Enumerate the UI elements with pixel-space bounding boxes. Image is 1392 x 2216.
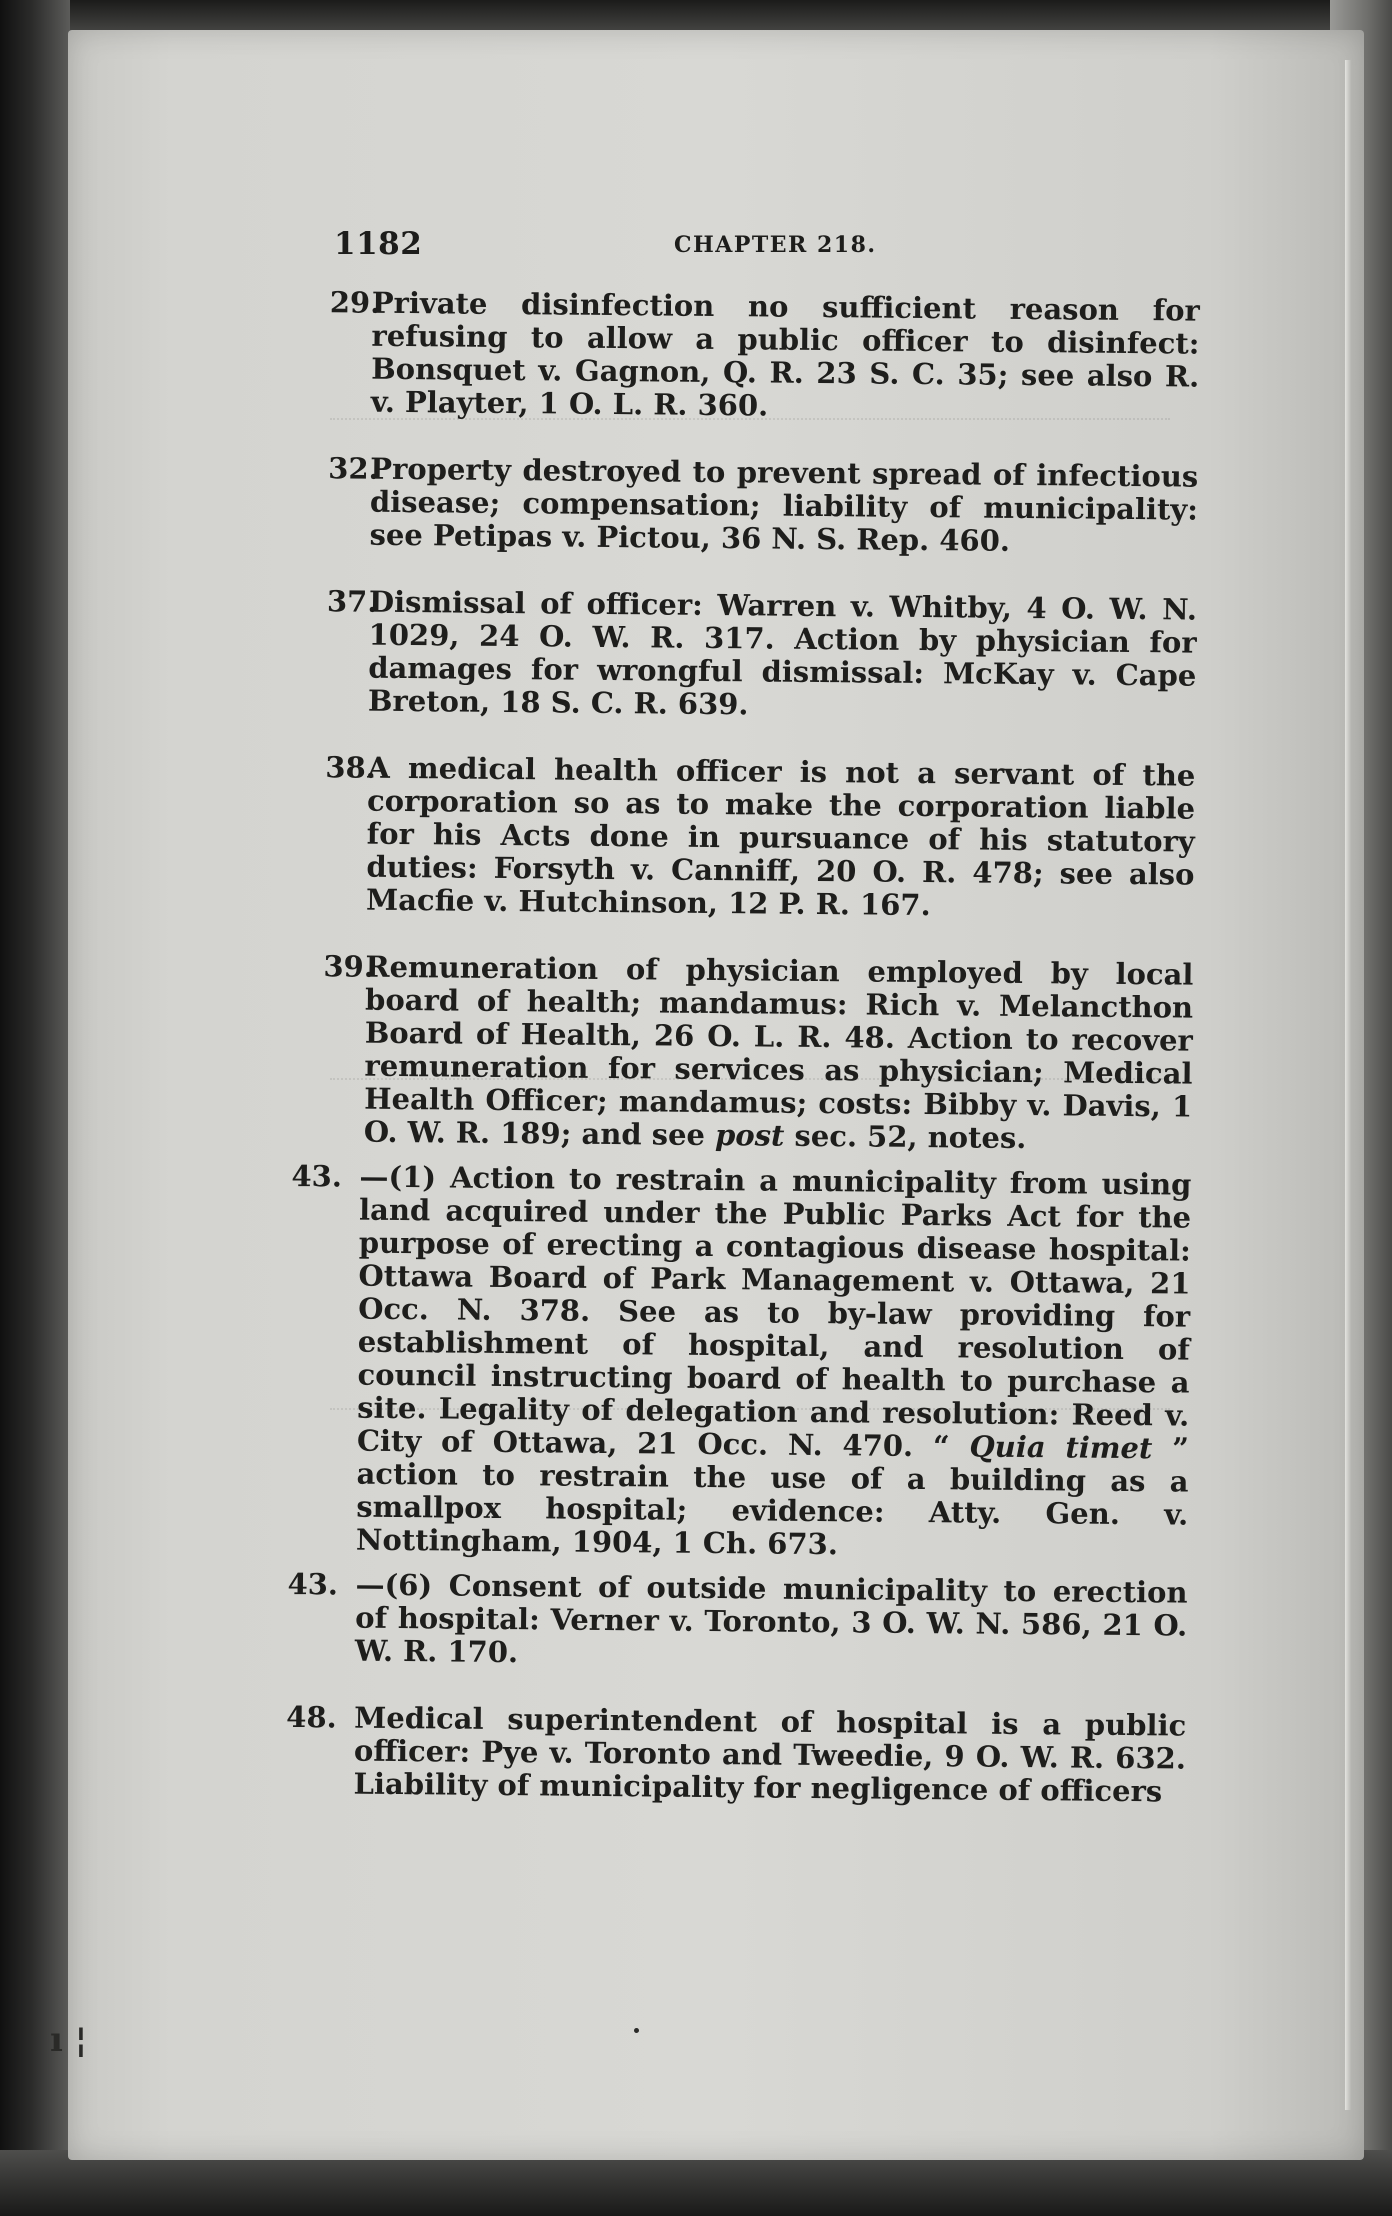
note-43-6 xyxy=(287,1568,1188,1676)
note-text-part: ” action to restrain the use of a building as a smallpox hospital; evidence: Atty. Gen. v. Nottingham, 1904, 1 Ch. 673. xyxy=(355,1431,1190,1562)
page-edge xyxy=(1345,60,1351,2110)
note-text xyxy=(356,1160,1192,1562)
note-text-italic: post xyxy=(714,1118,785,1153)
note-number: 43. xyxy=(287,1566,339,1602)
note-text-part: —(1) Action to restrain a municipality from using land acquired under the Public Parks Act for the purpose of erecting a contagious disease hospital: Ottawa Board of Park Management v. Ottawa, 21 Occ. N. 378. See as to by-law providing for establishment of hospital, and resolution of council instructing board of health to purchase a site. Legality of delegation and resolution: Reed v. City of Ottawa, 21 Occ. N. 470. “ xyxy=(356,1159,1192,1464)
note-text: Medical superintendent of hospital is a public officer: Pye v. Toronto and Tweedie, 9 O. W. R. 632. Liability of municipality for negligence of officers xyxy=(353,1700,1187,1809)
page-number: 1182 xyxy=(334,226,423,262)
note-number: 32. xyxy=(328,451,379,486)
scan-frame-left xyxy=(0,0,70,2216)
note-38 xyxy=(294,751,1196,925)
note-number: 38. xyxy=(325,750,376,785)
note-text-part: sec. 52, notes. xyxy=(784,1118,1027,1156)
note-text: Dismissal of officer: Warren v. Whitby, 4 O. W. N. 1029, 24 O. W. R. 317. Action by physician for damages for wrongful dismissal: McKay v. Cape Breton, 18 S. C. R. 639. xyxy=(367,584,1198,722)
note-37 xyxy=(296,585,1197,726)
ink-dot xyxy=(634,2028,639,2033)
note-text: —(6) Consent of outside municipality to erection of hospital: Verner v. Toronto, 3 O. W. N. 586, 21 O. W. R. 170. xyxy=(354,1567,1188,1670)
margin-specks: ı ¦ xyxy=(50,2020,88,2060)
note-32 xyxy=(297,452,1198,560)
annotation-notes xyxy=(285,286,1200,1843)
running-head xyxy=(334,226,1204,270)
note-text-italic: Quia timet xyxy=(969,1429,1153,1466)
note-39 xyxy=(292,950,1194,1157)
note-text: Private disinfection no sufficient reason for refusing to allow a public officer to disinfect: Bonsquet v. Gagnon, Q. R. 23 S. C. 35; see also R. v. Playter, 1 O. L. R. 360. xyxy=(370,285,1200,423)
note-48 xyxy=(285,1701,1186,1809)
note-text: A medical health officer is not a servant of the corporation so as to make the corporation liable for his Acts done in pursuance of his statutory duties: Forsyth v. Canniff, 20 O. R. 478; see also Macfie v. Hutchinson, 12 P. R. 167. xyxy=(365,750,1196,923)
note-text-part: Remuneration of physician employed by local board of health; mandamus: Rich v. Melancthon Board of Health, 26 O. L. R. 48. Action to recover remuneration for services as physician; Medical Health Officer; mandamus; costs: Bibby v. Davis, 1 O. W. R. 189; and see xyxy=(363,949,1194,1153)
note-number: 29. xyxy=(329,285,381,320)
chapter-title: CHAPTER 218. xyxy=(674,232,877,258)
note-number: 48. xyxy=(286,1699,337,1735)
note-number: 37. xyxy=(326,584,378,619)
note-number: 39. xyxy=(323,949,375,984)
note-29 xyxy=(299,286,1200,427)
note-number: 43. xyxy=(291,1158,343,1194)
scan-frame-top xyxy=(0,0,1392,34)
note-43-1 xyxy=(288,1160,1192,1565)
note-text xyxy=(364,950,1194,1155)
note-text: Property destroyed to prevent spread of infectious disease; compensation; liability of municipality: see Petipas v. Pictou, 36 N. S. Rep. 460. xyxy=(369,451,1199,558)
